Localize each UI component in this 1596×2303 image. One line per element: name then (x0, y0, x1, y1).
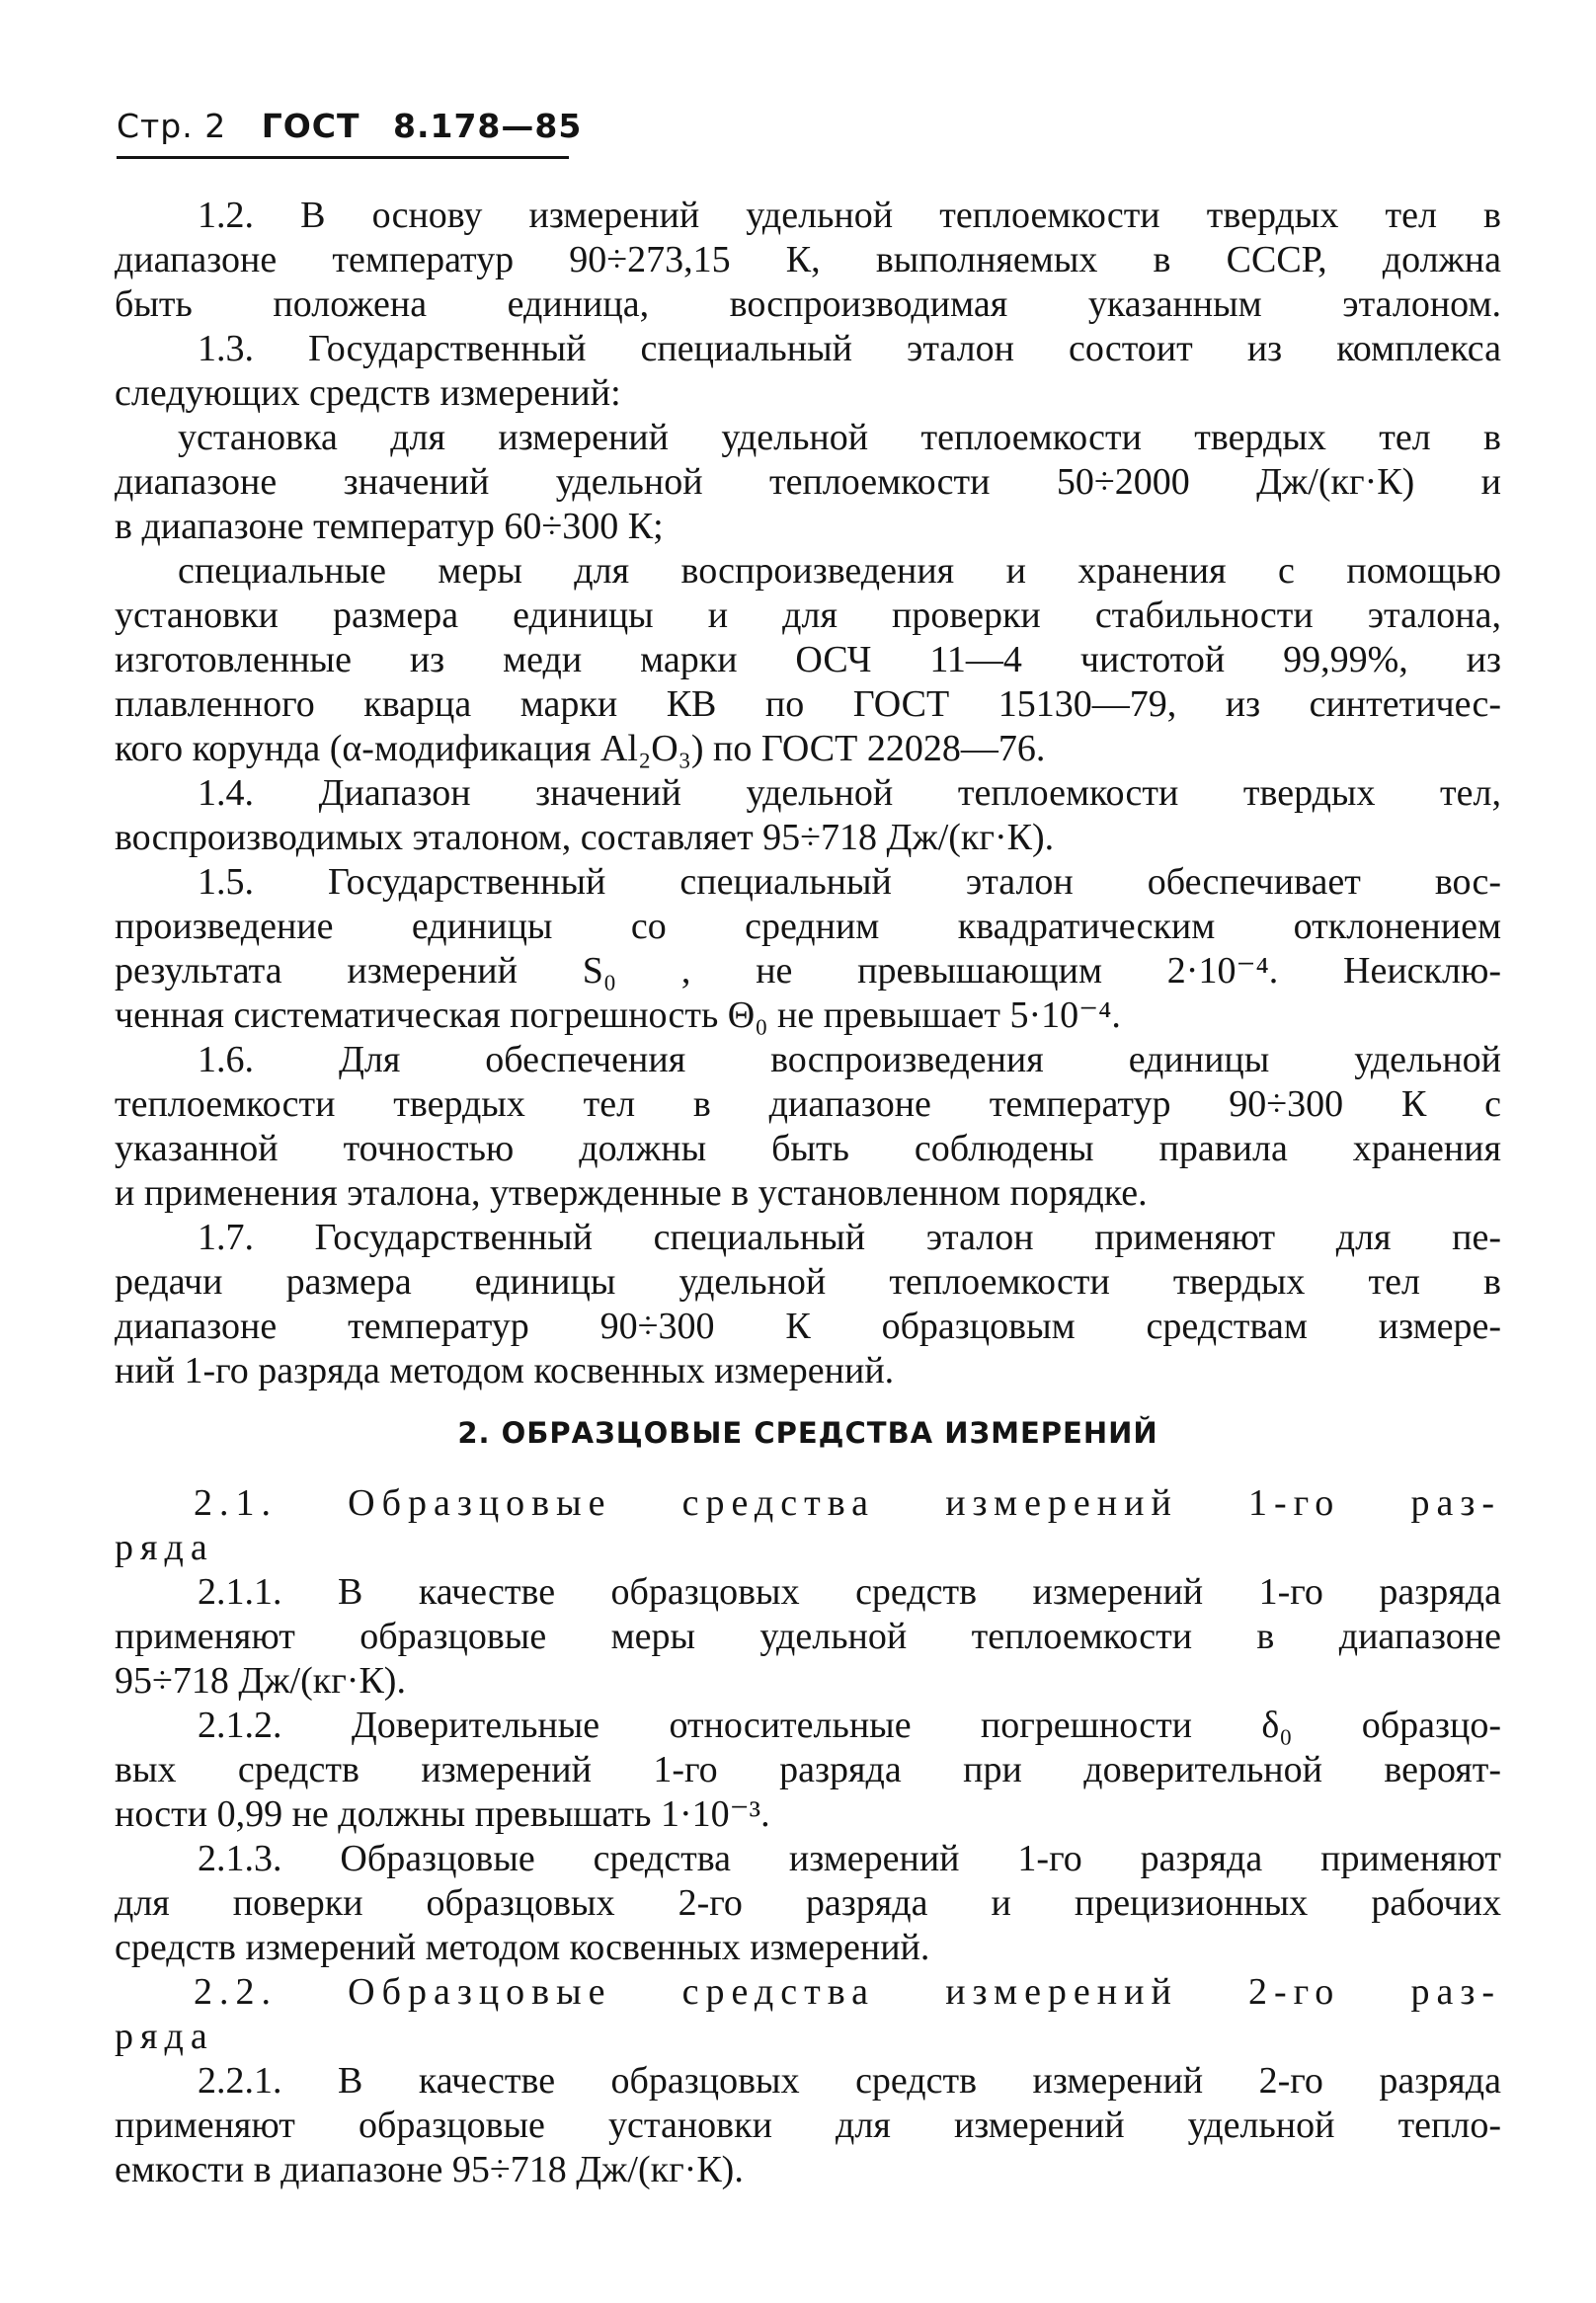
text-line: плавленного кварца марки КВ по ГОСТ 15130—79, из синтетичес- (115, 683, 1501, 725)
text-line: диапазоне значений удельной теплоемкости 50÷2000 Дж/(кг·К) и (115, 461, 1501, 503)
text-line: установка для измерений удельной теплоемкости твердых тел в (178, 417, 1501, 458)
header-rule (117, 156, 569, 159)
text-line: кого корунда (α-модификация Al₂O₃) по ГОСТ 22028—76. (115, 728, 1046, 769)
text-line: ряда (115, 2016, 214, 2057)
text-line: диапазоне температур 90÷273,15 К, выполняемых в СССР, должна (115, 239, 1501, 280)
text-line: результата измерений S₀ , не превышающим 2·10⁻⁴. Неисклю- (115, 950, 1501, 992)
text-line: редачи размера единицы удельной теплоемкости твердых тел в (115, 1261, 1501, 1303)
text-line: 1.4. Диапазон значений удельной теплоемкости твердых тел, (198, 772, 1501, 814)
text-line: в диапазоне температур 60÷300 К; (115, 506, 664, 547)
text-line: для поверки образцовых 2-го разряда и прецизионных рабочих (115, 1882, 1501, 1924)
text-line: 2.1.2. Доверительные относительные погрешности δ₀ образцо- (198, 1705, 1501, 1746)
text-line: изготовленные из меди марки ОСЧ 11—4 чистотой 99,99%, из (115, 639, 1501, 680)
text-line: и применения эталона, утвержденные в установленном порядке. (115, 1172, 1148, 1214)
text-line: ченная систематическая погрешность Θ₀ не превышает 5·10⁻⁴. (115, 994, 1121, 1036)
text-line: 2.1.3. Образцовые средства измерений 1-го разряда применяют (198, 1838, 1501, 1879)
text-line: емкости в диапазоне 95÷718 Дж/(кг·К). (115, 2149, 744, 2190)
text-line: 2.1.1. В качестве образцовых средств измерений 1-го разряда (198, 1571, 1501, 1613)
text-line: 1.3. Государственный специальный эталон состоит из комплекса (198, 328, 1501, 369)
text-line: ряда (115, 1527, 214, 1568)
text-line: диапазоне температур 90÷300 К образцовым средствам измере- (115, 1306, 1501, 1347)
body-text (115, 194, 1501, 2192)
standard-label: ГОСТ (261, 107, 360, 145)
text-line: 1.6. Для обеспечения воспроизведения единицы удельной (198, 1039, 1501, 1080)
text-line: 1.7. Государственный специальный эталон применяют для пе- (198, 1217, 1501, 1258)
text-line: следующих средств измерений: (115, 372, 621, 414)
text-line: 1.2. В основу измерений удельной теплоемкости твердых тел в (198, 195, 1501, 236)
text-line: указанной точностью должны быть соблюдены правила хранения (115, 1128, 1501, 1169)
page-label: Стр. (117, 107, 194, 145)
text-line: воспроизводимых эталоном, составляет 95÷718 Дж/(кг·К). (115, 817, 1055, 858)
text-line: средств измерений методом косвенных измерений. (115, 1927, 930, 1968)
text-line: 2.2. Образцовые средства измерений 2-го раз- (194, 1971, 1501, 2013)
page-number: 2 (204, 107, 227, 145)
text-line: произведение единицы со средним квадратическим отклонением (115, 906, 1501, 947)
text-line: быть положена единица, воспроизводимая указанным эталоном. (115, 283, 1501, 325)
text-line: 2.2.1. В качестве образцовых средств измерений 2-го разряда (198, 2060, 1501, 2102)
standard-number: 8.178—85 (393, 107, 583, 145)
text-line: применяют образцовые установки для измерений удельной тепло- (115, 2104, 1501, 2146)
text-line: 2.1. Образцовые средства измерений 1-го раз- (194, 1482, 1501, 1524)
text-line: установки размера единицы и для проверки стабильности эталона, (115, 595, 1501, 636)
text-line: 1.5. Государственный специальный эталон обеспечивает вос- (198, 861, 1501, 903)
text-line: специальные меры для воспроизведения и хранения с помощью (178, 550, 1501, 592)
text-line: ности 0,99 не должны превышать 1·10⁻³. (115, 1793, 770, 1835)
text-line: теплоемкости твердых тел в диапазоне температур 90÷300 К с (115, 1083, 1501, 1125)
text-line: применяют образцовые меры удельной теплоемкости в диапазоне (115, 1616, 1501, 1657)
text-line: вых средств измерений 1-го разряда при доверительной вероят- (115, 1749, 1501, 1790)
text-line: 95÷718 Дж/(кг·К). (115, 1660, 406, 1702)
section-heading: 2. ОБРАЗЦОВЫЕ СРЕДСТВА ИЗМЕРЕНИЙ (457, 1416, 1158, 1450)
text-line: ний 1-го разряда методом косвенных измерений. (115, 1350, 895, 1391)
